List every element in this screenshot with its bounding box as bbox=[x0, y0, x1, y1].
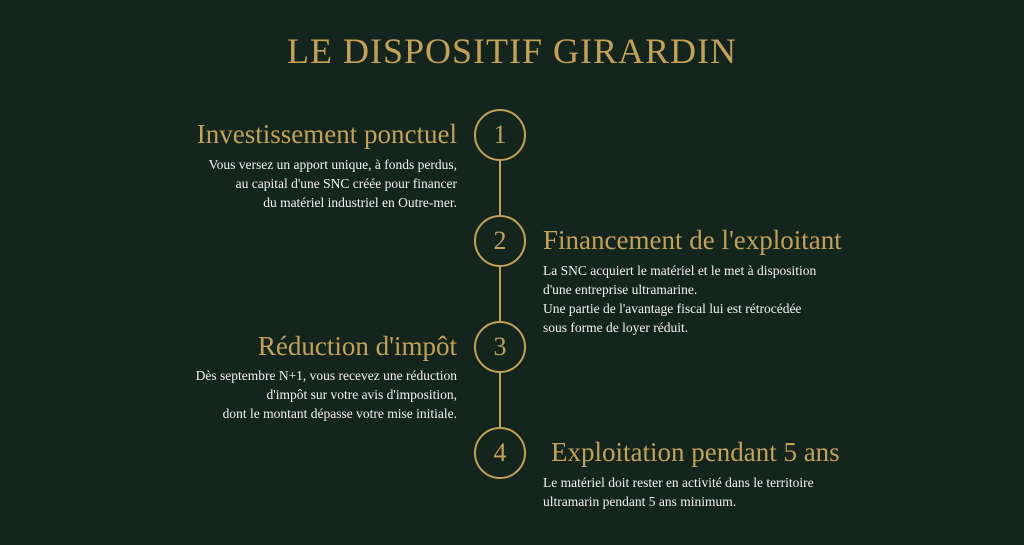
step-number-circle bbox=[474, 215, 526, 267]
step-description-line: dont le montant dépasse votre mise initiale. bbox=[222, 406, 457, 421]
step-description-line: d'une entreprise ultramarine. bbox=[543, 282, 698, 297]
step-number: 3 bbox=[493, 332, 507, 361]
step-description-line: du matériel industriel en Outre-mer. bbox=[263, 195, 457, 210]
step-title: Financement de l'exploitant bbox=[543, 225, 842, 255]
step-title: Exploitation pendant 5 ans bbox=[551, 437, 840, 467]
step-number-circle bbox=[474, 427, 526, 479]
timeline-connector bbox=[499, 372, 501, 428]
step-description bbox=[543, 473, 903, 511]
step-description-line: d'impôt sur votre avis d'imposition, bbox=[266, 387, 457, 402]
timeline-connector bbox=[499, 160, 501, 216]
step-title: Réduction d'impôt bbox=[257, 331, 457, 361]
step-number: 4 bbox=[493, 438, 507, 467]
step-description bbox=[127, 155, 457, 212]
step-number: 2 bbox=[493, 226, 507, 255]
step-description-line: ultramarin pendant 5 ans minimum. bbox=[543, 494, 737, 509]
page-title: LE DISPOSITIF GIRARDIN bbox=[286, 31, 737, 71]
step-description-line: Le matériel doit rester en activité dans le territoire bbox=[543, 475, 814, 490]
step-description-line: La SNC acquiert le matériel et le met à disposition bbox=[543, 263, 817, 278]
step-number-circle bbox=[474, 321, 526, 373]
step-description-line: Vous versez un apport unique, à fonds perdus, bbox=[208, 157, 457, 172]
step-number: 1 bbox=[493, 120, 507, 149]
step-title: Investissement ponctuel bbox=[196, 119, 457, 149]
step-description-line: sous forme de loyer réduit. bbox=[543, 320, 689, 335]
step-description-line: Dès septembre N+1, vous recevez une réduction bbox=[195, 368, 457, 383]
timeline-connector bbox=[499, 266, 501, 322]
step-description bbox=[543, 261, 903, 337]
step-description-line: Une partie de l'avantage fiscal lui est rétrocédée bbox=[543, 301, 802, 316]
step-description-line: au capital d'une SNC créée pour financer bbox=[235, 176, 457, 191]
step-description bbox=[127, 366, 457, 423]
step-number-circle bbox=[474, 109, 526, 161]
